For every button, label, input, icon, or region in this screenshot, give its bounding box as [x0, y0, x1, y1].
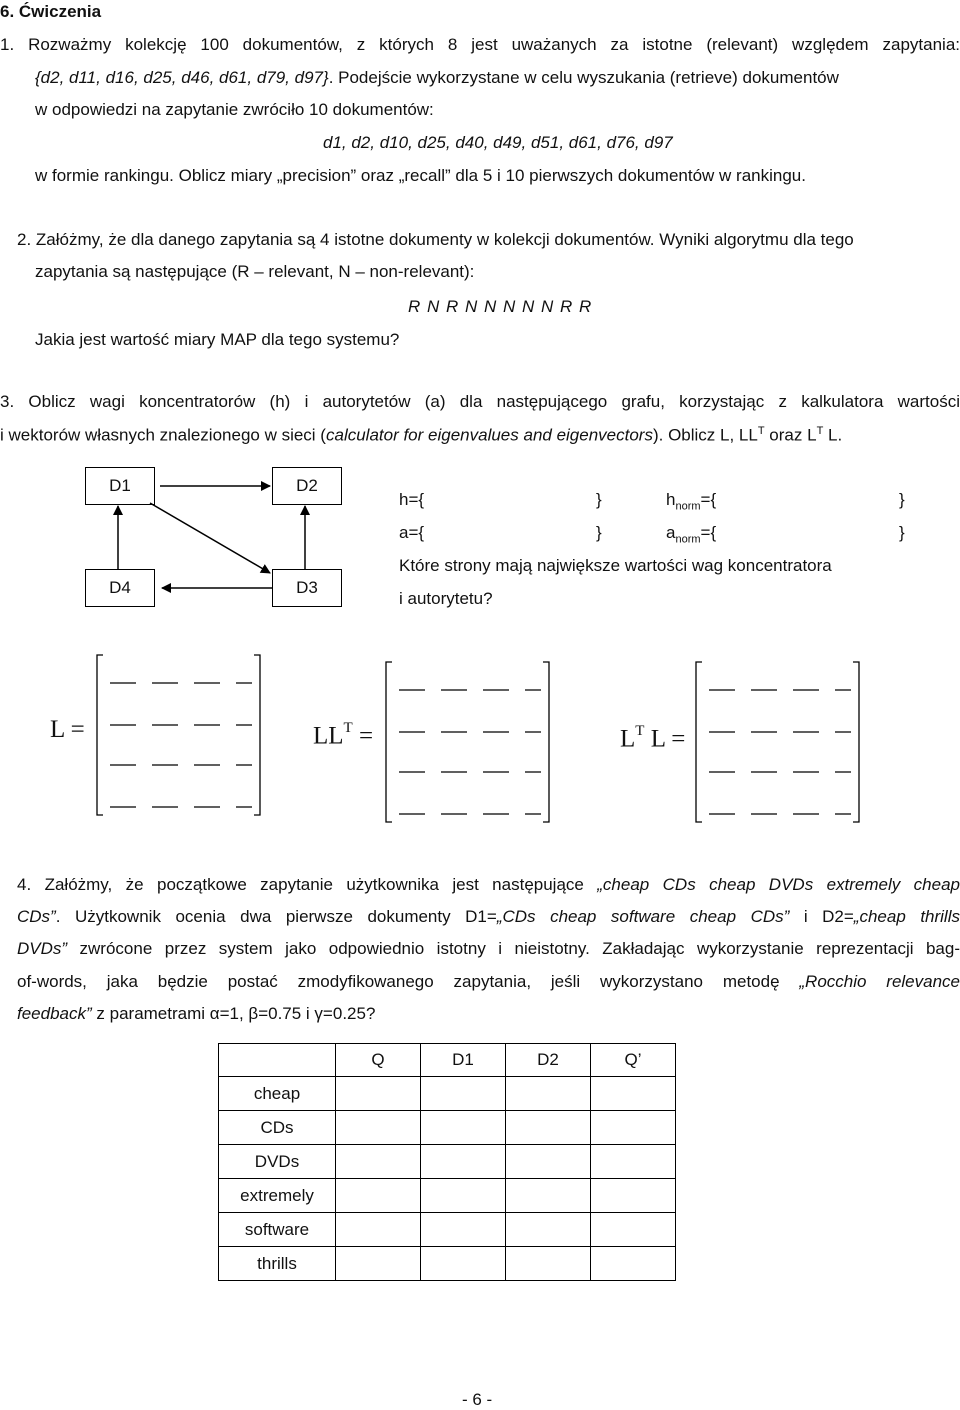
- table-header-cell: D2: [506, 1044, 591, 1077]
- table-cell[interactable]: [506, 1213, 591, 1247]
- ex1-line2: [35, 68, 839, 88]
- table-row: [219, 1247, 676, 1281]
- table-cell[interactable]: [336, 1077, 421, 1111]
- ex1-line1: 1. Rozważmy kolekcję 100 dokumentów, z których 8 jest uważanych za istotne (relevant) względem zapytania:: [0, 35, 960, 54]
- a-norm-sub: norm: [675, 533, 701, 546]
- ex3-question-line1: Które strony mają największe wartości wag koncentratora: [399, 556, 832, 575]
- ex4-rocchio-start: „Rocchio relevance: [799, 972, 960, 991]
- matrix-ltl-base: L: [620, 725, 636, 753]
- h-norm-sub: norm: [675, 500, 701, 513]
- matrix-llt-left-bracket: [386, 662, 392, 822]
- ex2-sequence: R N R N N N N N R R: [408, 297, 592, 316]
- table-term-cell: CDs: [219, 1111, 336, 1145]
- table-cell[interactable]: [421, 1111, 506, 1145]
- table-header-cell: Q’: [591, 1044, 676, 1077]
- table-header-cell: Q: [336, 1044, 421, 1077]
- ex4-d1-text: „CDs cheap software cheap CDs”: [496, 907, 790, 926]
- table-term-cell: extremely: [219, 1179, 336, 1213]
- ex4-line1: [17, 875, 960, 895]
- matrix-l-label: L =: [50, 716, 85, 743]
- matrix-llt-right-bracket: [543, 662, 549, 822]
- a-label: a={: [399, 523, 425, 542]
- ex4-line4: [17, 972, 960, 992]
- table-cell[interactable]: [591, 1145, 676, 1179]
- table-cell[interactable]: [506, 1111, 591, 1145]
- matrix-l-left-bracket: [97, 655, 103, 815]
- ex4-line1-a: 4. Załóżmy, że początkowe zapytanie użytkownika jest następujące: [17, 875, 598, 894]
- table-row: [219, 1111, 676, 1145]
- table-cell[interactable]: [506, 1179, 591, 1213]
- ex1-line5-b: oraz: [356, 166, 399, 185]
- node-d1: D1: [85, 467, 155, 505]
- table-header-cell: D1: [421, 1044, 506, 1077]
- table-header-row: [219, 1044, 676, 1077]
- node-d2: D2: [272, 467, 342, 505]
- node-d3: D3: [272, 569, 342, 607]
- table-cell[interactable]: [421, 1145, 506, 1179]
- ex3-line2-c: oraz L: [764, 425, 817, 445]
- table-cell[interactable]: [421, 1213, 506, 1247]
- table-cell[interactable]: [421, 1179, 506, 1213]
- matrix-blank-slots: [110, 683, 851, 814]
- ex2-line4: Jakia jest wartość miary MAP dla tego systemu?: [35, 330, 400, 349]
- h-close-brace: }: [596, 490, 602, 509]
- table-cell[interactable]: [591, 1179, 676, 1213]
- ex4-line4-a: of-words, jaka będzie postać zmodyfikowanego zapytania, jeśli wykorzystano metodę: [17, 972, 800, 991]
- rocchio-table: [218, 1043, 676, 1281]
- matrix-l-right-bracket: [254, 655, 260, 815]
- matrix-ltl-sup: T: [635, 723, 645, 739]
- ex4-line3: [17, 939, 960, 959]
- a-norm-close-brace: }: [899, 523, 905, 542]
- table-term-cell: software: [219, 1213, 336, 1247]
- ex3-question-line2: i autorytetu?: [399, 589, 493, 608]
- ex4-line3-b: zwrócone przez system jako odpowiednio istotny i nieistotny. Zakładając wykorzystanie reprezentacji bag-: [67, 939, 960, 958]
- table-header-cell: [219, 1044, 336, 1077]
- ex1-line5: [35, 166, 806, 186]
- matrix-llt-base: LL: [313, 722, 344, 750]
- ex1-recall-term: „recall”: [398, 166, 451, 185]
- ex2-line1: 2. Załóżmy, że dla danego zapytania są 4 istotne dokumenty w kolekcji dokumentów. Wyniki algorytmu dla tego: [17, 230, 854, 249]
- table-cell[interactable]: [336, 1111, 421, 1145]
- table-cell[interactable]: [421, 1247, 506, 1281]
- table-cell[interactable]: [591, 1111, 676, 1145]
- ex4-line5: [17, 1004, 375, 1024]
- table-term-cell: thrills: [219, 1247, 336, 1281]
- h-norm-eq: ={: [700, 490, 717, 509]
- ex4-line2-c: i D2=: [789, 907, 854, 926]
- ex1-precision-term: „precision”: [276, 166, 357, 185]
- ex1-ranking: d1, d2, d10, d25, d40, d49, d51, d61, d76, d97: [323, 133, 673, 152]
- table-term-cell: DVDs: [219, 1145, 336, 1179]
- ex4-query-end: CDs”: [17, 907, 56, 926]
- table-cell[interactable]: [506, 1145, 591, 1179]
- matrix-ltl-right-bracket: [853, 662, 859, 822]
- a-close-brace: }: [596, 523, 602, 542]
- table-row: [219, 1077, 676, 1111]
- matrix-ltl-rest: L =: [644, 725, 686, 753]
- ex3-line2-b: ). Oblicz L, LL: [652, 425, 758, 445]
- h-norm-close-brace: }: [899, 490, 905, 509]
- table-cell[interactable]: [591, 1247, 676, 1281]
- a-norm-eq: ={: [700, 523, 717, 542]
- ex4-line2-b: . Użytkownik ocenia dwa pierwsze dokumenty D1=: [55, 907, 497, 926]
- ex4-line5-b: z parametrami α=1, β=0.75 i γ=0.25?: [91, 1004, 376, 1023]
- a-norm-label: [666, 523, 716, 545]
- table-cell[interactable]: [591, 1077, 676, 1111]
- ex4-rocchio-end: feedback”: [17, 1004, 92, 1023]
- h-label: h={: [399, 490, 425, 509]
- ex2-line2: zapytania są następujące (R – relevant, N – non-relevant):: [35, 262, 475, 281]
- ex4-d2-start: „cheap thrills: [853, 907, 960, 926]
- matrix-llt-eq: =: [352, 722, 374, 750]
- table-cell[interactable]: [506, 1247, 591, 1281]
- table-row: [219, 1145, 676, 1179]
- edge-d1-d3: [150, 503, 270, 573]
- table-cell[interactable]: [336, 1179, 421, 1213]
- matrices-graphic: [0, 640, 960, 840]
- ex1-line3: w odpowiedzi na zapytanie zwróciło 10 dokumentów:: [35, 100, 434, 119]
- ex1-line5-a: w formie rankingu. Oblicz miary: [35, 166, 277, 185]
- ex3-line1: 3. Oblicz wagi koncentratorów (h) i autorytetów (a) dla następującego grafu, korzystając z kalkulatora wartości: [0, 392, 960, 411]
- matrix-ltl-left-bracket: [696, 662, 702, 822]
- ex1-relevant-set: {d2, d11, d16, d25, d46, d61, d79, d97}: [35, 68, 329, 87]
- table-cell[interactable]: [336, 1145, 421, 1179]
- ex4-line2: [17, 907, 960, 927]
- table-row: [219, 1213, 676, 1247]
- h-norm-label: [666, 490, 716, 512]
- ex1-line5-c: dla 5 i 10 pierwszych dokumentów w rankingu.: [450, 166, 806, 185]
- table-cell[interactable]: [591, 1213, 676, 1247]
- node-d4: D4: [85, 569, 155, 607]
- table-row: [219, 1179, 676, 1213]
- matrix-llt-sup: T: [343, 720, 353, 736]
- ex4-d2-end: DVDs”: [17, 939, 68, 958]
- ex4-query-start: „cheap CDs cheap DVDs extremely cheap: [597, 875, 960, 894]
- ex1-line2-rest: . Podejście wykorzystane w celu wyszukania (retrieve) dokumentów: [328, 68, 839, 87]
- table-cell[interactable]: [506, 1077, 591, 1111]
- ex3-sup-t1: T: [757, 425, 765, 437]
- section-title: 6. Ćwiczenia: [0, 2, 102, 21]
- h-norm-base: h: [666, 490, 676, 509]
- ex3-sup-t2: T: [816, 425, 824, 437]
- table-cell[interactable]: [336, 1213, 421, 1247]
- a-norm-base: a: [666, 523, 676, 542]
- ex3-line2: [0, 425, 842, 446]
- table-cell[interactable]: [421, 1077, 506, 1111]
- ex3-line2-a: i wektorów własnych znalezionego w sieci (: [0, 425, 326, 445]
- table-term-cell: cheap: [219, 1077, 336, 1111]
- page-number: - 6 -: [462, 1390, 493, 1409]
- table-cell[interactable]: [336, 1247, 421, 1281]
- ex3-calculator-term: calculator for eigenvalues and eigenvectors: [325, 425, 653, 445]
- ex3-line2-d: L.: [823, 425, 843, 445]
